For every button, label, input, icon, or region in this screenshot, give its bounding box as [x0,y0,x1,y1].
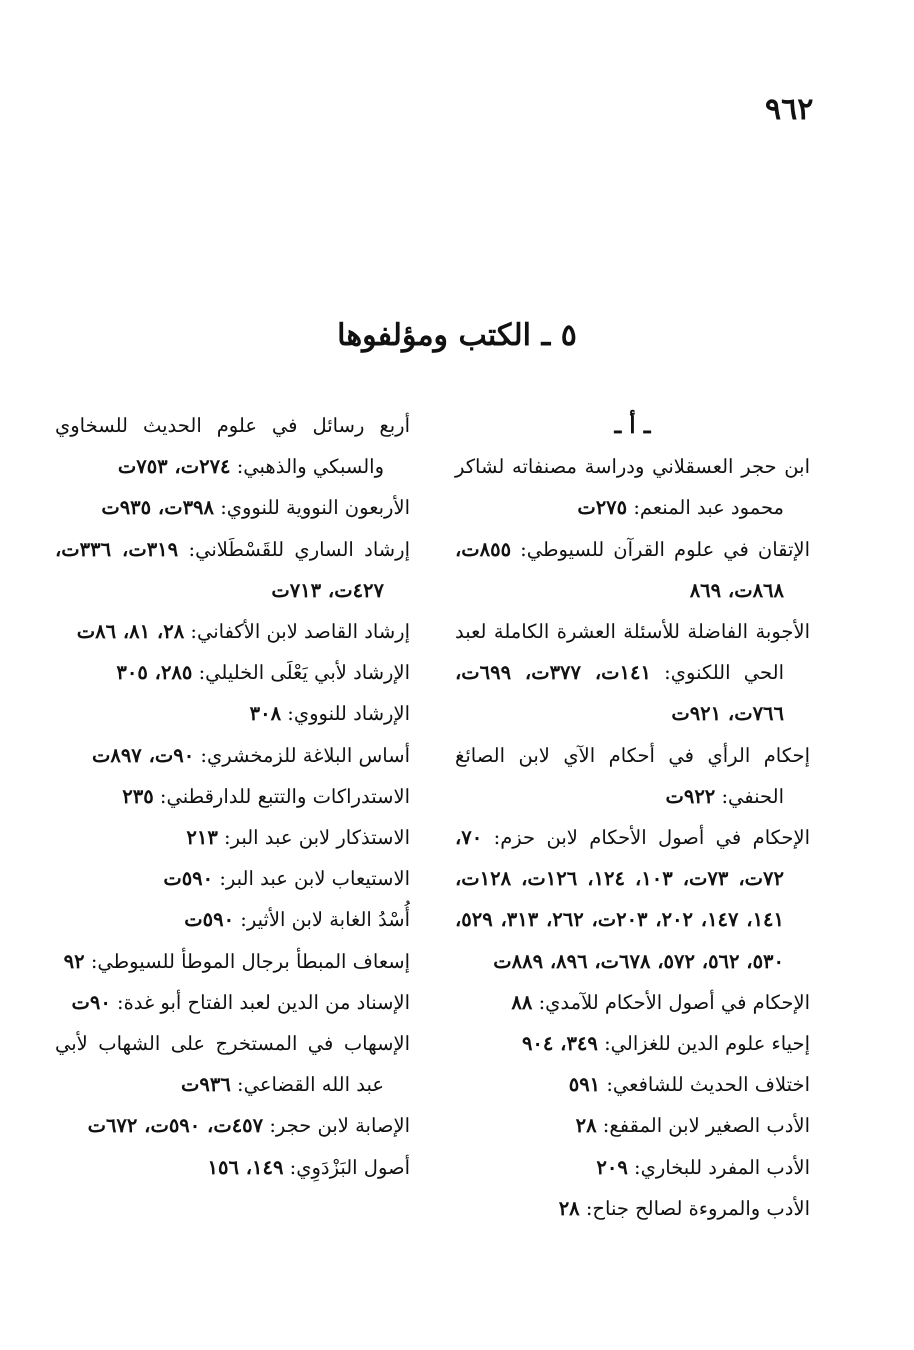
entry-title: أُسْدُ الغابة لابن الأثير: [240,908,410,932]
entry-title: الأدب والمروءة لصالح جناح: [585,1196,810,1220]
index-entry [55,611,410,652]
index-entry [55,735,410,776]
index-entry [55,529,410,611]
entry-title: الإرشاد للنووي: [287,702,410,726]
index-entry [455,1023,810,1064]
entry-page-refs: ٩٢ [63,949,85,973]
index-entry [55,1105,410,1146]
index-entry [55,776,410,817]
entry-page-refs: ٩٠ت، ٨٩٧ت [92,743,195,767]
entry-page-refs: ٣١٩ت، ٣٣٦ت، ٤٢٧ت، ٧١٣ت [55,537,384,602]
index-entry [455,1105,810,1146]
entry-page-refs: ٢٨٥، ٣٠٥ [116,661,193,685]
section-title: ٥ ـ الكتب ومؤلفوها [337,318,577,353]
entry-page-refs: ٩٠ت [71,990,111,1014]
entry-page-refs: ٣٠٨ [249,702,282,726]
entry-title: الأدب الصغير لابن المقفع: [602,1114,810,1138]
entry-page-refs: ٢٨ [558,1196,580,1220]
entry-page-refs: ٥٩١ [568,1073,601,1097]
entry-title: الإرشاد لأبي يَعْلَى الخليلي: [198,661,410,685]
entry-page-refs: ٤٥٧ت، ٥٩٠ت، ٦٧٢ت [87,1114,264,1138]
entry-page-refs: ١٤٩، ١٥٦ [207,1155,284,1179]
letter-heading: ـ أ ـ [614,412,651,439]
index-entry [455,982,810,1023]
entry-page-refs: ٢٨، ٨١، ٨٦ت [76,620,185,644]
index-entry [455,1188,810,1229]
entry-title: إسعاف المبطأ برجال الموطأ للسيوطي: [90,949,410,973]
index-entry [55,1023,410,1105]
entry-title: الإتقان في علوم القرآن للسيوطي: [520,537,811,561]
entry-title: اختلاف الحديث للشافعي: [606,1073,810,1097]
entry-title: الاستيعاب لابن عبد البر: [219,867,410,891]
entry-page-refs: ٢٨ [575,1114,597,1138]
entry-page-refs: ٩٣٦ت [181,1073,231,1097]
index-entry [55,858,410,899]
page-number: ٩٦٢ [765,92,814,127]
entry-title: الاستدراكات والتتبع للدارقطني: [159,784,410,808]
index-entry [55,652,410,693]
index-entry [55,487,410,528]
index-column-right [455,405,810,1229]
entry-title: الأدب المفرد للبخاري: [634,1155,810,1179]
index-entry [455,817,810,982]
entry-title: الأجوبة الفاضلة للأسئلة العشرة الكاملة لعبد الحي اللكنوي: [455,620,810,685]
entry-page-refs: ٢٧٥ت [577,496,628,520]
entry-title: ابن حجر العسقلاني ودراسة مصنفاته لشاكر محمود عبد المنعم: [455,455,810,520]
entry-page-refs: ٣٤٩، ٩٠٤ [521,1032,598,1056]
entry-page-refs: ٢٠٩ [596,1155,628,1179]
entry-title: الإسهاب في المستخرج على الشهاب لأبي عبد الله القضاعي: [55,1032,410,1097]
entry-title: إرشاد القاصد لابن الأكفاني: [190,620,410,644]
entry-title: الإصابة لابن حجر: [269,1114,410,1138]
entry-page-refs: ٢١٣ [186,826,218,850]
entry-title: إحياء علوم الدين للغزالي: [604,1032,810,1056]
entry-page-refs: ٧٠، ٧٢ت، ٧٣ت، ١٠٣، ١٢٤، ١٢٦ت، ١٢٨ت، ١٤١، ١٤٧، ٢٠٢، ٢٠٣ت، ٢٦٢، ٣١٣، ٥٢٩، ٥٣٠، ٥٦٢، ٥٧٢، ٦٧٨ت، ٨٩٦، ٨٨٩ت [455,826,784,973]
entry-page-refs: ٨٨ [511,990,533,1014]
entry-title: إحكام الرأي في أحكام الآي لابن الصائغ الحنفي: [455,743,810,808]
entry-list-right [455,446,810,1229]
entry-title: إرشاد الساري للقَسْطَلاني: [188,537,410,561]
index-entry [55,405,410,487]
entry-page-refs: ٣٩٨ت، ٩٣٥ت [101,496,214,520]
index-entry [55,899,410,940]
index-entry [455,446,810,528]
entry-page-refs: ٥٩٠ت [184,908,235,932]
entry-title: الأربعون النووية للنووي: [220,496,410,520]
entry-title: أصول البَزْدَوِي: [289,1155,410,1179]
index-entry [455,735,810,817]
index-entry [455,529,810,611]
entry-title: الإحكام في أصول الأحكام لابن حزم: [493,826,811,850]
index-entry [455,1147,810,1188]
entry-page-refs: ٢٧٤ت، ٧٥٣ت [117,455,231,479]
entry-page-refs: ١٤١ت، ٣٧٧ت، ٦٩٩ت، ٧٦٦ت، ٩٢١ت [455,661,784,726]
entry-page-refs: ٨٥٥ت، ٨٦٨ت، ٨٦٩ [455,537,784,602]
entry-page-refs: ٩٢٢ت [665,784,716,808]
index-column-left [55,405,410,1188]
entry-list-left [55,405,410,1188]
index-entry [455,611,810,735]
index-entry [55,693,410,734]
index-entry [55,982,410,1023]
entry-title: أساس البلاغة للزمخشري: [200,743,410,767]
entry-title: أربع رسائل في علوم الحديث للسخاوي والسبكي والذهبي: [55,414,410,479]
index-entry [55,817,410,858]
index-entry [55,1147,410,1188]
entry-title: الإحكام في أصول الأحكام للآمدي: [538,990,810,1014]
index-entry [55,941,410,982]
entry-page-refs: ٢٣٥ [122,784,154,808]
index-entry [455,1064,810,1105]
entry-title: الاستذكار لابن عبد البر: [224,826,410,850]
entry-page-refs: ٥٩٠ت [163,867,214,891]
entry-title: الإسناد من الدين لعبد الفتاح أبو غدة: [117,990,410,1014]
